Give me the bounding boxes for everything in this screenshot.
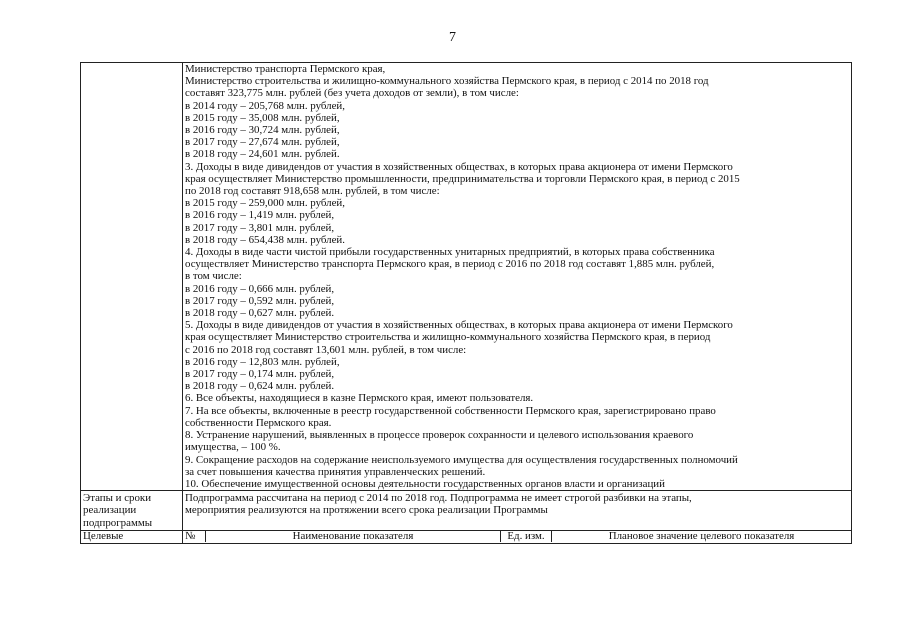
text-line: 5. Доходы в виде дивидендов от участия в хозяйственных обществах, в которых права акционера от имени Пермского — [185, 319, 733, 332]
empty-label-cell — [81, 63, 183, 491]
text-line: в 2017 году – 0,174 млн. рублей, — [185, 368, 335, 381]
text-line: в 2015 году – 259,000 млн. рублей, — [185, 197, 345, 210]
text-line: в 2018 году – 0,627 млн. рублей. — [185, 307, 335, 320]
stages-text-line: Подпрограмма рассчитана на период с 2014 по 2018 год. Подпрограмма не имеет строгой разбивки на этапы, — [185, 492, 692, 505]
text-line: в том числе: — [185, 270, 242, 283]
text-line: в 2017 году – 27,674 млн. рублей, — [185, 136, 340, 149]
header-no: № — [183, 531, 206, 542]
continuation-text — [183, 63, 852, 491]
text-line: в 2016 году – 30,724 млн. рублей, — [185, 124, 340, 137]
page-number: 7 — [449, 30, 456, 45]
continuation-row — [81, 63, 852, 491]
text-line: края осуществляет Министерство строительства и жилищно-коммунального хозяйства Пермского края, в период — [185, 331, 711, 344]
text-line: собственности Пермского края. — [185, 416, 332, 429]
text-line: Министерство транспорта Пермского края, — [185, 63, 386, 75]
text-line: 4. Доходы в виде части чистой прибыли государственных унитарных предприятий, в которых права собственника — [185, 246, 715, 259]
text-line: 8. Устранение нарушений, выявленных в процессе проверок сохранности и целевого использования краевого — [185, 429, 694, 442]
stages-text-line: мероприятия реализуются на протяжении всего срока реализации Программы — [185, 504, 548, 517]
stages-text — [183, 491, 852, 531]
header-plan: Плановое значение целевого показателя — [608, 529, 795, 542]
indicators-header — [183, 531, 851, 542]
stages-label-line: реализации — [83, 504, 137, 517]
text-line: в 2017 году – 0,592 млн. рублей, — [185, 294, 335, 307]
passport-table — [80, 62, 852, 544]
text-line: 10. Обеспечение имущественной основы деятельности государственных органов власти и организаций — [185, 477, 665, 490]
indicators-row — [81, 530, 852, 543]
text-line: за счет повышения качества принятия управленческих решений. — [185, 465, 486, 478]
text-line: в 2016 году – 12,803 млн. рублей, — [185, 355, 340, 368]
text-line: в 2018 году – 0,624 млн. рублей. — [185, 380, 335, 393]
text-line: имущества, – 100 %. — [185, 441, 281, 454]
text-line: в 2015 году – 35,008 млн. рублей, — [185, 111, 340, 124]
text-line: осуществляет Министерство транспорта Пермского края, в период с 2016 по 2018 год составят 1,885 млн. рублей, — [185, 258, 715, 271]
header-name: Наименование показателя — [206, 531, 501, 542]
header-unit: Ед. изм. — [501, 531, 552, 542]
text-line: в 2018 году – 24,601 млн. рублей. — [185, 148, 340, 161]
text-line: в 2018 году – 654,438 млн. рублей. — [185, 233, 345, 246]
text-line: составят 323,775 млн. рублей (без учета доходов от земли), в том числе: — [185, 87, 519, 100]
text-line: по 2018 год составят 918,658 млн. рублей, в том числе: — [185, 185, 440, 198]
text-line: 9. Сокращение расходов на содержание неиспользуемого имущества для осуществления государственных полномочий — [185, 453, 738, 466]
text-line: в 2016 году – 0,666 млн. рублей, — [185, 282, 335, 295]
text-line: края осуществляет Министерство промышленности, предпринимательства и торговли Пермского края, в период с 2015 — [185, 172, 740, 185]
text-line: 3. Доходы в виде дивидендов от участия в хозяйственных обществах, в которых права акционера от имени Пермского — [185, 160, 733, 173]
text-line: Министерство строительства и жилищно-коммунального хозяйства Пермского края, в период с 2014 по 2018 год — [185, 75, 709, 88]
text-line: с 2016 по 2018 год составят 13,601 млн. рублей, в том числе: — [185, 343, 467, 356]
text-line: в 2014 году – 205,768 млн. рублей, — [185, 99, 345, 112]
stages-label — [81, 491, 183, 531]
text-line: в 2016 году – 1,419 млн. рублей, — [185, 209, 335, 222]
stages-row — [81, 491, 852, 531]
indicators-header-cell — [183, 530, 852, 543]
stages-label-line: Этапы и сроки — [83, 492, 152, 505]
stages-label-line: подпрограммы — [83, 516, 153, 529]
text-line: 7. На все объекты, включенные в реестр государственной собственности Пермского края, зарегистрировано право — [185, 404, 716, 417]
text-line: в 2017 году – 3,801 млн. рублей, — [185, 221, 335, 234]
indicators-label: Целевые — [81, 530, 183, 543]
text-line: 6. Все объекты, находящиеся в казне Пермского края, имеют пользователя. — [185, 392, 534, 405]
